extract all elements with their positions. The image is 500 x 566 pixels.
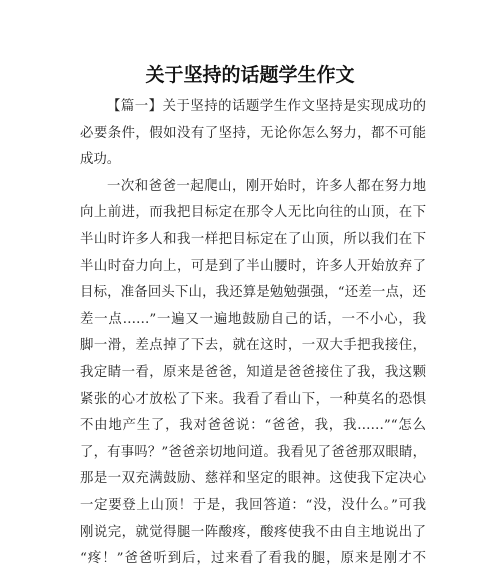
text-line: 【篇一】关于坚持的话题学生作文坚持是实现成功的 — [107, 99, 426, 114]
text-line: 向上前进，而我把目标定在那令人无比向往的山顶，在下 — [80, 205, 426, 221]
text-line: 刚说完，就觉得腿一阵酸疼，酸疼使我不由自主地说出了 — [80, 524, 426, 540]
text-line: 脚一滑，差点掉了下去，就在这时，一双大手把我接住， — [80, 338, 426, 354]
text-line: “疼！”爸爸听到后，过来看了看我的腿，原来是刚才不 — [80, 551, 426, 566]
text-line: 半山时许多人和我一样把目标定在了山顶，所以我们在下 — [80, 231, 426, 247]
paragraph-1 — [80, 94, 426, 174]
document-body — [80, 94, 426, 566]
text-line: 我定睛一看，原来是爸爸，知道是爸爸接住了我，我这颗 — [80, 364, 426, 380]
text-line: 那是一双充满鼓励、慈祥和坚定的眼神。这使我下定决心 — [80, 471, 426, 487]
text-line: 了，有事吗？”爸爸亲切地问道。我看见了爸爸那双眼睛， — [80, 444, 426, 460]
text-line: 半山时奋力向上，可是到了半山腰时，许多人开始放弃了 — [80, 258, 426, 274]
text-line: 一定要登上山顶！于是，我回答道：“没，没什么。”可我 — [80, 497, 426, 513]
text-line: 不由地产生了，我对爸爸说：“爸爸，我，我……”“怎么 — [80, 418, 426, 434]
text-line: 目标，准备回头下山，我还算是勉勉强强，“还差一点，还 — [80, 285, 426, 301]
text-line: 成功。 — [80, 152, 121, 168]
text-line: 紧张的心才放松了下来。我看了看山下，一种莫名的恐惧 — [80, 391, 426, 407]
paragraph-2 — [80, 174, 426, 566]
text-line: 一次和爸爸一起爬山，刚开始时，许多人都在努力地 — [107, 178, 426, 194]
text-line: 差一点……”一遍又一遍地鼓励自己的话，一不小心，我 — [80, 311, 426, 327]
text-line: 必要条件，假如没有了坚持，无论你怎么努力，都不可能 — [80, 125, 426, 141]
document-title: 关于坚持的话题学生作文 — [145, 64, 355, 86]
